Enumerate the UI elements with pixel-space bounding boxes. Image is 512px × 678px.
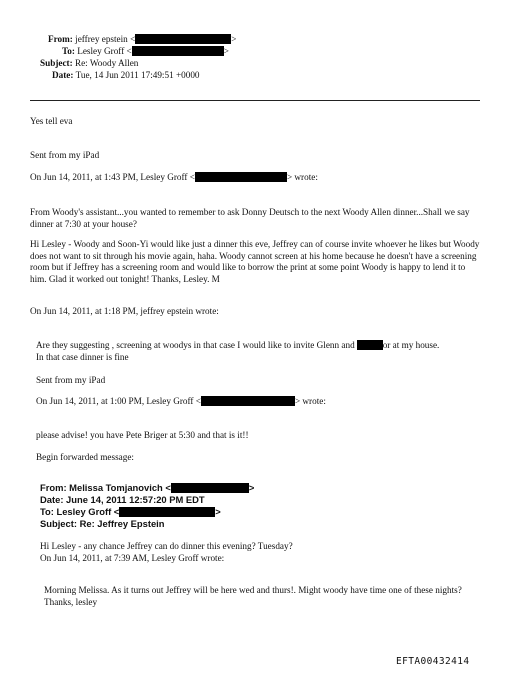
fwd-date-row: Date: June 14, 2011 12:57:20 PM EDT (40, 494, 205, 505)
fwd-to-end: > (215, 506, 221, 517)
from-value: jeffrey epstein < (75, 34, 136, 44)
subject-value: Re: Woody Allen (74, 58, 139, 68)
redaction-bar (135, 34, 231, 44)
redaction-bar (357, 340, 383, 350)
quote1-header (30, 172, 318, 184)
quote3-header-text: On Jun 14, 2011, at 1:00 PM, Lesley Groff < (36, 396, 201, 406)
redaction-bar (201, 396, 295, 406)
from-row (48, 34, 236, 46)
date-label: Date: (52, 70, 74, 80)
quote2-line-1-text: Are they suggesting , screening at woodys in that case I would like to invite Glenn and (36, 340, 355, 350)
to-end: > (223, 46, 229, 56)
reply-text: Yes tell eva (30, 116, 73, 126)
from-end: > (231, 34, 237, 44)
subject-row (40, 58, 138, 70)
sent-from-ipad-2: Sent from my iPad (36, 375, 106, 385)
quote1-header-end: > wrote: (286, 172, 318, 182)
to-value: Lesley Groff < (77, 46, 132, 56)
quote1-paragraph-2: Hi Lesley - Woody and Soon-Yi would like just a dinner this eve, Jeffrey can of course invite whoever he likes but Woody does not want to sit through his movie again, haha. Woody cannot screen at his home because he doesn't have a screening room but if Jeffrey has a screening room and would like to borrow the print at some point Woody is happy to lend it to him. Glad it worked out tonight! Thanks, Lesley. M (30, 239, 480, 284)
from-label: From: (48, 34, 73, 44)
quote3-line-2: Begin forwarded message: (36, 452, 134, 462)
fwd-message-line-1: Hi Lesley - any chance Jeffrey can do dinner this evening? Tuesday? (40, 541, 293, 551)
quote2-line-2: In that case dinner is fine (36, 352, 129, 362)
fwd-message-line-2: On Jun 14, 2011, at 7:39 AM, Lesley Groff wrote: (40, 553, 225, 563)
date-row (52, 70, 200, 82)
fwd-from-end: > (248, 482, 255, 493)
fwd-to-text: To: Lesley Groff < (40, 506, 120, 517)
fwd-from-text: From: Melissa Tomjanovich < (40, 482, 171, 493)
subject-label: Subject: (40, 58, 73, 68)
to-row (62, 46, 229, 58)
document-id: EFTA00432414 (396, 656, 470, 667)
quote2-line-1 (36, 340, 439, 352)
date-value: Tue, 14 Jun 2011 17:49:51 +0000 (75, 70, 200, 80)
fwd-message-line-3: Morning Melissa. As it turns out Jeffrey will be here wed and thurs!. Might woody have time one of these nights? Thanks, lesley (44, 585, 462, 607)
redaction-bar (119, 507, 215, 517)
fwd-to-row (40, 506, 221, 518)
quote3-header-end: > wrote: (294, 396, 326, 406)
redaction-bar (195, 172, 287, 182)
redaction-bar (132, 46, 224, 56)
to-label: To: (62, 46, 75, 56)
sent-from-ipad: Sent from my iPad (30, 150, 100, 160)
quote2-line-1-end: or at my house. (382, 340, 440, 350)
quote2-header: On Jun 14, 2011, at 1:18 PM, jeffrey epstein wrote: (30, 306, 219, 316)
quote1-paragraph-1: From Woody's assistant...you wanted to remember to ask Donny Deutsch to the next Woody Allen dinner...Shall we say dinner at 7:30 at your house? (30, 207, 470, 229)
fwd-subject-row: Subject: Re: Jeffrey Epstein (40, 518, 165, 529)
redaction-bar (171, 483, 249, 493)
header-divider (30, 100, 480, 101)
quote1-header-text: On Jun 14, 2011, at 1:43 PM, Lesley Groff < (30, 172, 195, 182)
quote3-line-1: please advise! you have Pete Briger at 5:30 and that is it!! (36, 430, 249, 440)
quote3-header (36, 396, 326, 408)
fwd-from-row (40, 482, 254, 494)
